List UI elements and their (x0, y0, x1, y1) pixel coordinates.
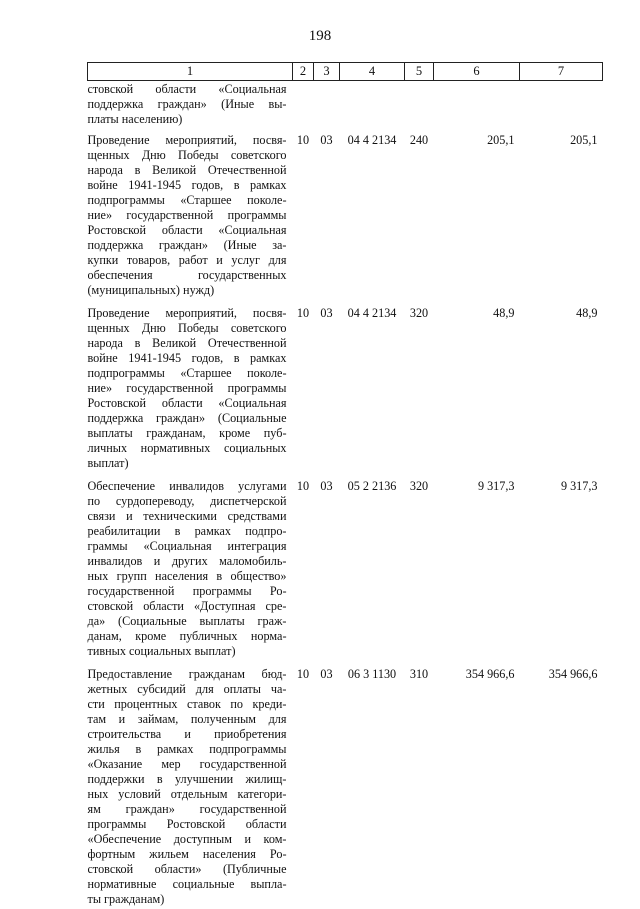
section-code: 10 (293, 661, 314, 909)
expense-type-code: 320 (405, 473, 434, 661)
description-line: Предоставление гражданам бюд- (88, 667, 287, 682)
description-line: щенных Дню Победы советского (88, 321, 287, 336)
amount-year-1: 354 966,6 (434, 661, 520, 909)
column-header-5: 5 (405, 63, 434, 81)
description-line: ние» государственной программы (88, 381, 287, 396)
description-line: платы населению) (88, 112, 287, 127)
description-line: данам, кроме публичных норма- (88, 629, 287, 644)
description-line: выплат) (88, 456, 287, 471)
description-line: поддержка граждан» (Социальные (88, 411, 287, 426)
description-line: ных групп населения в общество» (88, 569, 287, 584)
expense-type-code: 240 (405, 127, 434, 300)
section-code (293, 81, 314, 128)
description-line: Проведение мероприятий, посвя- (88, 306, 287, 321)
description-line: граммы «Социальная интеграция (88, 539, 287, 554)
description-line: тивных социальных выплат) (88, 644, 287, 659)
description-line: жилья в рамках подпрограммы (88, 742, 287, 757)
description-line: подпрограммы «Старшее поколе- (88, 366, 287, 381)
row-description (88, 127, 293, 300)
row-description (88, 300, 293, 473)
description-line: там и займам, полученным для (88, 712, 287, 727)
amount-year-2: 354 966,6 (520, 661, 603, 909)
page-number: 198 (0, 28, 640, 45)
amount-year-1: 48,9 (434, 300, 520, 473)
subsection-code: 03 (314, 300, 340, 473)
description-line: подпрограммы «Старшее поколе- (88, 193, 287, 208)
subsection-code: 03 (314, 473, 340, 661)
description-line: ям граждан» государственной (88, 802, 287, 817)
table-row (88, 81, 603, 128)
description-line: Обеспечение инвалидов услугами (88, 479, 287, 494)
amount-year-2: 205,1 (520, 127, 603, 300)
amount-year-1 (434, 81, 520, 128)
section-code: 10 (293, 473, 314, 661)
section-code: 10 (293, 300, 314, 473)
target-article-code: 05 2 2136 (340, 473, 405, 661)
description-line: ты гражданам) (88, 892, 287, 907)
target-article-code (340, 81, 405, 128)
column-header-2: 2 (293, 63, 314, 81)
amount-year-1: 205,1 (434, 127, 520, 300)
table-body (88, 81, 603, 909)
column-header-6: 6 (434, 63, 520, 81)
description-line: стовской области «Доступная сре- (88, 599, 287, 614)
description-line: реабилитации в рамках подпро- (88, 524, 287, 539)
column-header-3: 3 (314, 63, 340, 81)
description-line: «Обеспечение доступным и ком- (88, 832, 287, 847)
amount-year-2: 9 317,3 (520, 473, 603, 661)
description-line: стовской области» (Публичные (88, 862, 287, 877)
column-header-4: 4 (340, 63, 405, 81)
row-description (88, 661, 293, 909)
description-line: народа в Великой Отечественной (88, 336, 287, 351)
description-line: народа в Великой Отечественной (88, 163, 287, 178)
column-header-1: 1 (88, 63, 293, 81)
description-line: нормативные социальные выпла- (88, 877, 287, 892)
description-line: инвалидов и других маломобиль- (88, 554, 287, 569)
amount-year-2 (520, 81, 603, 128)
description-line: Ростовской области «Социальная (88, 396, 287, 411)
subsection-code: 03 (314, 661, 340, 909)
description-line: стовской области «Социальная (88, 82, 287, 97)
table-row (88, 127, 603, 300)
description-line: поддержка граждан» (Иные за- (88, 238, 287, 253)
target-article-code: 06 3 1130 (340, 661, 405, 909)
description-line: государственной программы Ро- (88, 584, 287, 599)
description-line: войне 1941-1945 годов, в рамках (88, 178, 287, 193)
description-line: купки товаров, работ и услуг для (88, 253, 287, 268)
table-row (88, 300, 603, 473)
description-line: ных условий отдельным категори- (88, 787, 287, 802)
description-line: обеспечения государственных (88, 268, 287, 283)
section-code: 10 (293, 127, 314, 300)
description-line: личных нормативных социальных (88, 441, 287, 456)
column-header-7: 7 (520, 63, 603, 81)
description-line: по сурдопереводу, диспетчерской (88, 494, 287, 509)
expense-type-code: 310 (405, 661, 434, 909)
amount-year-2: 48,9 (520, 300, 603, 473)
description-line: поддержки в улучшении жилищ- (88, 772, 287, 787)
description-line: фортным жильем населения Ро- (88, 847, 287, 862)
table-row (88, 661, 603, 909)
description-line: жетных субсидий для оплаты ча- (88, 682, 287, 697)
description-line: Ростовской области «Социальная (88, 223, 287, 238)
subsection-code (314, 81, 340, 128)
column-number-header (88, 63, 603, 81)
description-line: выплаты гражданам, кроме пуб- (88, 426, 287, 441)
description-line: Проведение мероприятий, посвя- (88, 133, 287, 148)
description-line: строительства и приобретения (88, 727, 287, 742)
subsection-code: 03 (314, 127, 340, 300)
description-line: да» (Социальные выплаты граж- (88, 614, 287, 629)
amount-year-1: 9 317,3 (434, 473, 520, 661)
description-line: щенных Дню Победы советского (88, 148, 287, 163)
description-line: ние» государственной программы (88, 208, 287, 223)
description-line: поддержка граждан» (Иные вы- (88, 97, 287, 112)
target-article-code: 04 4 2134 (340, 300, 405, 473)
description-line: сти процентных ставок по креди- (88, 697, 287, 712)
budget-table (87, 62, 603, 909)
expense-type-code (405, 81, 434, 128)
description-line: войне 1941-1945 годов, в рамках (88, 351, 287, 366)
target-article-code: 04 4 2134 (340, 127, 405, 300)
table-row (88, 473, 603, 661)
expense-type-code: 320 (405, 300, 434, 473)
description-line: программы Ростовской области (88, 817, 287, 832)
description-line: (муниципальных) нужд) (88, 283, 287, 298)
description-line: «Оказание мер государственной (88, 757, 287, 772)
row-description (88, 81, 293, 128)
row-description (88, 473, 293, 661)
description-line: связи и техническими средствами (88, 509, 287, 524)
